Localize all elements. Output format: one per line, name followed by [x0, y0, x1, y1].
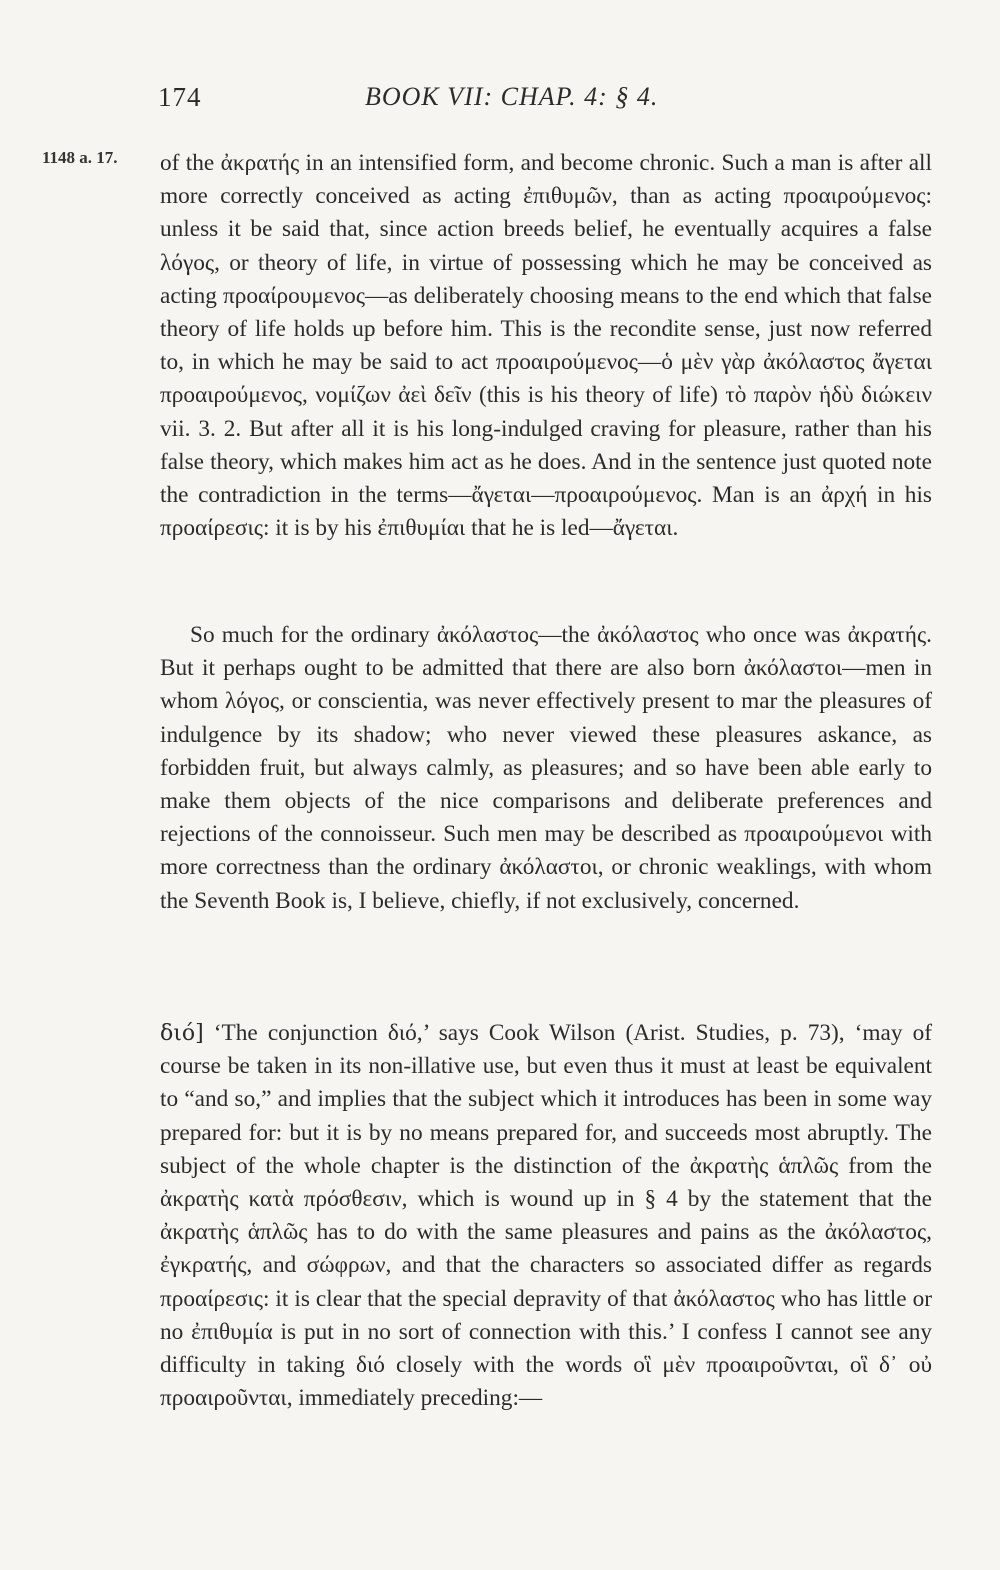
- paragraph-3: [160, 1017, 932, 1415]
- margin-reference: 1148 a. 17.: [42, 148, 118, 167]
- page-header: [0, 82, 1000, 122]
- paragraph-2: So much for the ordinary ἀκόλαστος—the ἀκόλαστος who once was ἀκρατής. But it perhaps ought to be admitted that there are also born ἀκόλαστοι—men in whom λόγος, or conscientia, was never effectively present to mar the pleasures of indulgence by its shadow; who never viewed these pleasures askance, as forbidden fruit, but always calmly, as pleasures; and so have been able early to make them objects of the nice comparisons and deliberate preferences and rejections of the connoisseur. Such men may be described as προαιρούμενοι with more correctness than the ordinary ἀκόλαστοι, or chronic weaklings, with whom the Seventh Book is, I believe, chiefly, if not exclusively, concerned.: [160, 622, 932, 914]
- running-head: BOOK VII: CHAP. 4: § 4.: [365, 82, 659, 111]
- paragraph-3-text: ‘The conjunction διό,’ says Cook Wilson (Arist. Studies, p. 73), ‘may of course be taken in its non-illative use, but even thus it must at least be equivalent to “and so,” and implies that the subject which it introduces has been in some way prepared for: but it is by no means prepared for, and succeeds most abruptly. The subject of the whole chapter is the distinction of the ἀκρατὴς ἁπλῶς from the ἀκρατὴς κατὰ πρόσθεσιν, which is wound up in § 4 by the statement that the ἀκρατὴς ἁπλῶς has to do with the same pleasures and pains as the ἀκόλαστος, ἐγκρατής, and σώφρων, and that the characters so associated differ as regards προαίρεσις: it is clear that the special depravity of that ἀκόλαστος who has little or no ἐπιθυμία is put in no sort of connection with this.’ I confess I cannot see any difficulty in taking διό closely with the words οἳ μὲν προαιροῦνται, οἳ δ᾽ οὐ προαιροῦνται, immediately preceding:—: [160, 1020, 933, 1412]
- paragraph-1: of the ἀκρατής in an intensified form, and become chronic. Such a man is after all more correctly conceived as acting ἐπιθυμῶν, than as acting προαιρούμενος: unless it be said that, since action breeds belief, he eventually acquires a false λόγος, or theory of life, in virtue of possessing which he may be conceived as acting προαίρουμενος—as deliberately choosing means to the end which that false theory of life holds up before him. This is the recondite sense, just now referred to, in which he may be said to act προαιρούμενος—ὁ μὲν γὰρ ἀκόλαστος ἄγεται προαιρούμενος, νομίζων ἀεὶ δεῖν (this is his theory of life) τὸ παρὸν ἡδὺ διώκειν vii. 3. 2. But after all it is his long-indulged craving for pleasure, rather than his false theory, which makes him act as he does. And in the sentence just quoted note the contradiction in the terms—ἄγεται—προαιρούμενος. Man is an ἀρχή in his προαίρεσις: it is by his ἐπιθυμίαι that he is led—ἄγεται.: [160, 150, 932, 542]
- lemma: διό]: [160, 1021, 204, 1046]
- page-number: 174: [158, 82, 202, 112]
